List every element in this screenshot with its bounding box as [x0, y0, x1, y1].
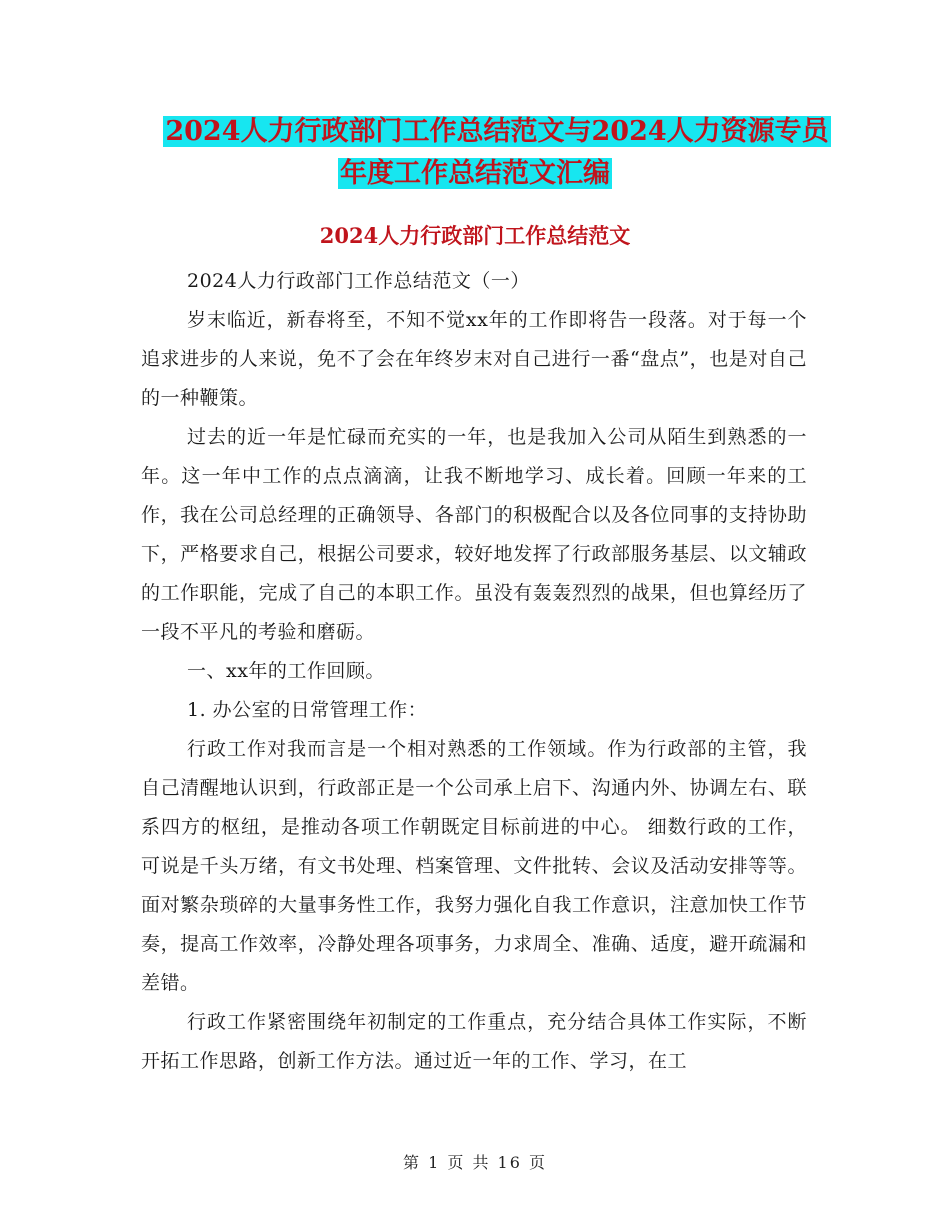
paragraph: 行政工作对我而言是一个相对熟悉的工作领域。作为行政部的主管，我自己清醒地认识到，行政部正是一个公司承上启下、沟通内外、协调左右、联系四方的枢纽，是推动各项工作朝既定目标前进的中心。 细数行政的工作，可说是千头万绪，有文书处理、档案管理、文件批转、会议及活动安排等等。面对繁杂琐碎的大量事务性工作，我努力强化自我工作意识，注意加快工作节奏，提高工作效率，冷静处理各项事务，力求周全、准确、适度，避开疏漏和差错。	[141, 738, 807, 994]
title-highlight-2: 年度工作总结范文汇编	[340, 158, 610, 189]
paragraph: 一、xx年的工作回顾。	[187, 660, 385, 682]
paragraph: 过去的近一年是忙碌而充实的一年，也是我加入公司从陌生到熟悉的一年。这一年中工作的点点滴滴，让我不断地学习、成长着。回顾一年来的工作，我在公司总经理的正确领导、各部门的积极配合以及各位同事的支持协助下，严格要求自己，根据公司要求，较好地发挥了行政部服务基层、以文辅政的工作职能，完成了自己的本职工作。虽没有轰轰烈烈的战果，但也算经历了一段不平凡的考验和磨砺。	[141, 426, 807, 643]
document-title-line-2	[0, 152, 950, 196]
title-highlight-1: 2024人力行政部门工作总结范文与2024人力资源专员	[165, 116, 829, 147]
paragraph: 行政工作紧密围绕年初制定的工作重点，充分结合具体工作实际，不断开拓工作思路，创新工作方法。通过近一年的工作、学习，在工	[141, 1011, 807, 1072]
paragraph: 1. 办公室的日常管理工作：	[187, 699, 428, 721]
paragraph: 岁末临近，新春将至，不知不觉xx年的工作即将告一段落。对于每一个追求进步的人来说，免不了会在年终岁末对自己进行一番“盘点”，也是对自己的一种鞭策。	[141, 309, 807, 409]
document-title-line-1	[22, 110, 950, 154]
paragraph: 2024人力行政部门工作总结范文（一）	[187, 270, 530, 292]
section-title: 2024人力行政部门工作总结范文	[319, 223, 631, 248]
body-text	[141, 262, 807, 1081]
page-footer: 第 1 页 共 16 页	[403, 1153, 547, 1172]
